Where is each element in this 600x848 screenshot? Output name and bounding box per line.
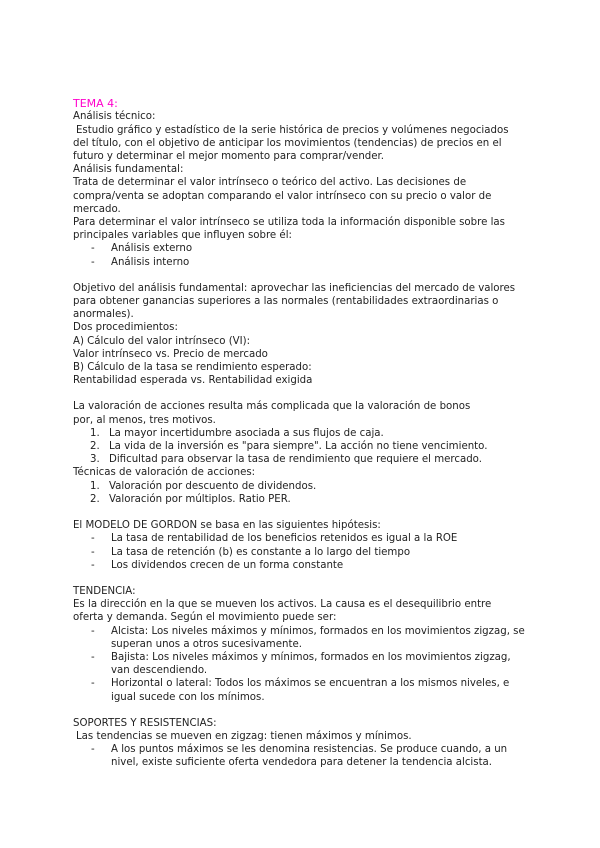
paragraph-line: oferta y demanda. Según el movimiento puede ser: [73,612,337,624]
paragraph-line: Valor intrínseco vs. Precio de mercado [73,348,268,360]
gordon-heading: El MODELO DE GORDON se basa en las siguientes hipótesis: [73,520,381,532]
list-item [73,242,533,255]
paragraph-line: anormales). [73,309,134,321]
numbered-item [73,480,533,493]
list-item-text: Valoración por múltiplos. Ratio PER. [109,493,291,505]
item-number: 3. [90,454,100,466]
numbered-item [73,493,533,506]
list-item-text: Valoración por descuento de dividendos. [109,480,317,492]
list-item-text: igual sucede con los mínimos. [111,691,265,703]
item-number: 1. [90,480,100,492]
list-item-text: Los dividendos crecen de un forma constante [111,559,344,571]
paragraph-line: Objetivo del análisis fundamental: aprovechar las ineficiencias del mercado de valores [73,282,516,294]
bullet-marker: - [91,243,95,255]
numbered-item [73,440,533,453]
tecnicas-heading: Técnicas de valoración de acciones: [73,467,256,479]
item-number: 1. [90,427,100,439]
list-item [73,625,533,651]
paragraph-line: mercado. [73,203,121,215]
numbered-item [73,453,533,466]
item-number: 2. [90,493,100,505]
paragraph-line: A) Cálculo del valor intrínseco (VI): [73,335,251,347]
paragraph-line: compra/venta se adoptan comparando el valor intrínseco con su precio o valor de [73,190,492,202]
bullet-marker: - [91,559,95,571]
bullet-marker: - [91,651,95,663]
list-item-text: La tasa de rentabilidad de los beneficios retenidos es igual a la ROE [111,533,458,545]
list-item [73,532,533,545]
item-number: 2. [90,441,100,453]
list-item-text: Análisis interno [111,256,190,268]
paragraph-line: Rentabilidad esperada vs. Rentabilidad exigida [73,375,313,387]
list-item [73,559,533,572]
bullet-marker: - [91,533,95,545]
paragraph-line: Estudio gráfico y estadístico de la serie histórica de precios y volúmenes negociados [76,124,509,136]
paragraph-line: por, al menos, tres motivos. [73,414,216,426]
list-item-text: nivel, existe suficiente oferta vendedora para detener la tendencia alcista. [111,757,493,769]
list-item-text: Análisis externo [111,243,193,255]
document-content [73,97,533,770]
bullet-marker: - [91,256,95,268]
paragraph-line: principales variables que influyen sobre él: [73,230,292,242]
paragraph-line: B) Cálculo de la tasa se rendimiento esperado: [73,362,312,374]
document-title: TEMA 4: [73,97,118,110]
bullet-marker: - [91,546,95,558]
bullet-marker: - [91,625,95,637]
list-item-text: Horizontal o lateral: Todos los máximos se encuentran a los mismos niveles, e [111,678,510,690]
bullet-marker: - [91,678,95,690]
list-item-text: superan unos a otros sucesivamente. [111,638,302,650]
paragraph-line: del título, con el objetivo de anticipar los movimientos (tendencias) de precios en el [73,137,502,149]
tendencia-heading: TENDENCIA: [73,585,136,597]
numbered-item [73,427,533,440]
list-item-text: van descendiendo. [111,665,208,677]
paragraph-line: La valoración de acciones resulta más complicada que la valoración de bonos [73,401,471,413]
list-item-text: Dificultad para observar la tasa de rendimiento que requiere el mercado. [109,454,482,466]
list-item [73,546,533,559]
list-item [73,743,533,769]
bullet-marker: - [91,744,95,756]
list-item-text: La vida de la inversión es "para siempre". La acción no tiene vencimiento. [109,441,488,453]
paragraph-line: Para determinar el valor intrínseco se utiliza toda la información disponible sobre las [73,217,505,229]
paragraph-line: Es la dirección en la que se mueven los activos. La causa es el desequilibrio entre [73,599,492,611]
list-item [73,651,533,677]
analisis-tecnico-heading: Análisis técnico: [73,111,156,123]
soportes-heading: SOPORTES Y RESISTENCIAS: [73,717,217,729]
paragraph-line: Dos procedimientos: [73,322,178,334]
list-item-text: Bajista: Los niveles máximos y mínimos, formados en los movimientos zigzag, [111,651,511,663]
list-item [73,256,533,269]
paragraph-line: para obtener ganancias superiores a las normales (rentabilidades extraordinarias o [73,296,499,308]
paragraph-line: Trata de determinar el valor intrínseco o teórico del activo. Las decisiones de [73,177,467,189]
paragraph-line: futuro y determinar el mejor momento para comprar/vender. [73,151,385,163]
paragraph-line: Las tendencias se mueven en zigzag: tienen máximos y mínimos. [76,730,412,742]
list-item-text: Alcista: Los niveles máximos y mínimos, formados en los movimientos zigzag, se [111,625,525,637]
analisis-fundamental-heading: Análisis fundamental: [73,164,184,176]
list-item [73,677,533,703]
list-item-text: La tasa de retención (b) es constante a lo largo del tiempo [111,546,411,558]
list-item-text: La mayor incertidumbre asociada a sus flujos de caja. [109,427,384,439]
list-item-text: A los puntos máximos se les denomina resistencias. Se produce cuando, a un [111,744,508,756]
